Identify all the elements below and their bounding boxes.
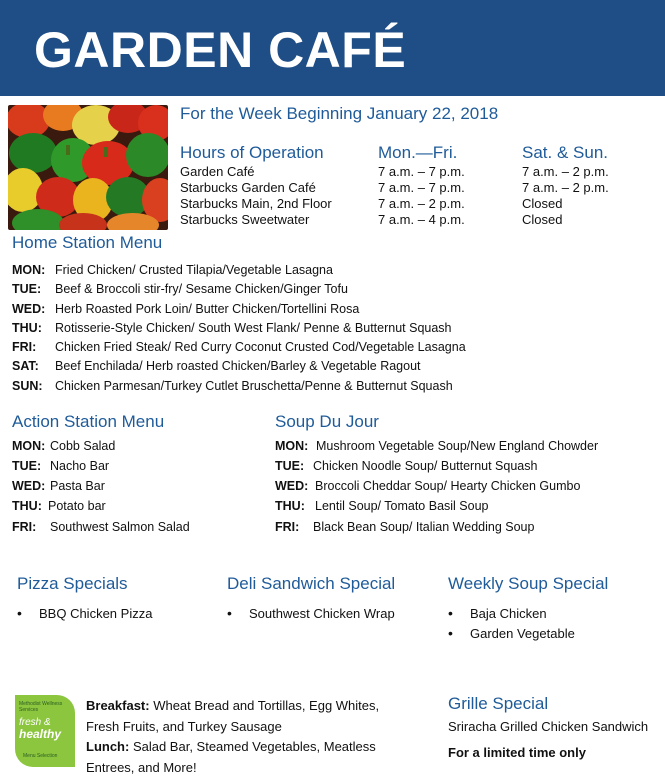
day-label: MON: <box>12 439 46 453</box>
day-label: SUN: <box>12 379 43 393</box>
hours-row-weekday: 7 a.m. – 7 p.m. <box>378 180 465 195</box>
day-label: TUE: <box>12 282 42 296</box>
home-station-row <box>12 340 466 354</box>
soup-row <box>275 459 537 473</box>
lunch-text: Salad Bar, Steamed Vegetables, Meatless <box>129 739 376 754</box>
menu-text: Southwest Salmon Salad <box>50 520 190 534</box>
day-label: THU: <box>12 499 42 513</box>
fresh-healthy-logo <box>15 695 75 767</box>
menu-text: Mushroom Vegetable Soup/New England Chowder <box>316 439 599 453</box>
soup-du-jour-heading: Soup Du Jour <box>275 412 379 431</box>
breakfast-label: Breakfast: <box>86 698 150 713</box>
hours-row-weekend: 7 a.m. – 2 p.m. <box>522 164 609 179</box>
weekly-soup-list <box>448 606 575 646</box>
lunch-line: Entrees, and More! <box>86 760 197 775</box>
day-label: WED: <box>12 479 46 493</box>
action-station-row <box>12 499 106 513</box>
breakfast-line: Fresh Fruits, and Turkey Sausage <box>86 719 282 734</box>
peppers-photo <box>8 105 168 230</box>
home-station-heading: Home Station Menu <box>12 233 163 252</box>
pizza-heading: Pizza Specials <box>17 574 128 593</box>
hours-col-weekend: Sat. & Sun. <box>522 143 608 162</box>
hours-row-name: Starbucks Sweetwater <box>180 212 310 227</box>
pizza-list <box>17 606 152 626</box>
menu-text: Chicken Noodle Soup/ Butternut Squash <box>313 459 538 473</box>
list-item: • BBQ Chicken Pizza <box>17 606 152 626</box>
menu-text: Pasta Bar <box>50 479 105 493</box>
day-label: MON: <box>275 439 309 453</box>
week-label: For the Week Beginning January 22, 2018 <box>180 104 499 123</box>
soup-row <box>275 479 580 493</box>
hours-row-name: Starbucks Main, 2nd Floor <box>180 196 332 211</box>
hours-row-weekday: 7 a.m. – 2 p.m. <box>378 196 465 211</box>
menu-text: Beef Enchilada/ Herb roasted Chicken/Barley & Vegetable Ragout <box>55 359 421 373</box>
action-station-row <box>12 520 190 534</box>
menu-text: Chicken Fried Steak/ Red Curry Coconut Crusted Cod/Vegetable Lasagna <box>55 340 466 354</box>
logo-fresh: fresh & <box>19 717 51 728</box>
soup-row <box>275 439 598 453</box>
day-label: FRI: <box>275 520 300 534</box>
home-station-row <box>12 302 359 316</box>
logo-org: Methodist Wellness Services <box>19 701 63 713</box>
list-item: • Garden Vegetable <box>448 626 575 646</box>
list-item: • Baja Chicken <box>448 606 575 626</box>
hours-row-name: Garden Café <box>180 164 255 179</box>
home-station-row <box>12 359 421 373</box>
menu-text: Fried Chicken/ Crusted Tilapia/Vegetable Lasagna <box>55 263 333 277</box>
lunch-label: Lunch: <box>86 739 130 754</box>
soup-row <box>275 499 489 513</box>
action-station-row <box>12 439 115 453</box>
action-station-heading: Action Station Menu <box>12 412 165 431</box>
list-item: • Southwest Chicken Wrap <box>227 606 395 626</box>
logo-sub: Menu Selection <box>23 753 58 759</box>
page-title: GARDEN CAFÉ <box>34 22 407 78</box>
hours-row-weekend: Closed <box>522 196 563 211</box>
hours-row-weekend: Closed <box>522 212 563 227</box>
day-label: WED: <box>275 479 309 493</box>
grille-heading: Grille Special <box>448 694 549 713</box>
home-station-row <box>12 379 453 393</box>
hours-col-weekday: Mon.—Fri. <box>378 143 458 162</box>
home-station-row <box>12 263 333 277</box>
lunch-line <box>86 739 376 754</box>
hours-row-weekday: 7 a.m. – 4 p.m. <box>378 212 465 227</box>
day-label: WED: <box>12 302 46 316</box>
menu-text: Broccoli Cheddar Soup/ Hearty Chicken Gumbo <box>315 479 581 493</box>
hours-heading: Hours of Operation <box>180 143 324 162</box>
menu-text: Beef & Broccoli stir-fry/ Sesame Chicken/Ginger Tofu <box>55 282 348 296</box>
day-label: SAT: <box>12 359 39 373</box>
day-label: THU: <box>12 321 42 335</box>
day-label: TUE: <box>275 459 305 473</box>
menu-text: Potato bar <box>48 499 106 513</box>
day-label: FRI: <box>12 520 37 534</box>
breakfast-text: Wheat Bread and Tortillas, Egg Whites, <box>149 698 380 713</box>
menu-text: Herb Roasted Pork Loin/ Butter Chicken/Tortellini Rosa <box>55 302 360 316</box>
hours-row-name: Starbucks Garden Café <box>180 180 316 195</box>
home-station-row <box>12 282 348 296</box>
action-station-row <box>12 479 105 493</box>
menu-text: Nacho Bar <box>50 459 110 473</box>
menu-text: Cobb Salad <box>50 439 116 453</box>
hours-row-weekday: 7 a.m. – 7 p.m. <box>378 164 465 179</box>
logo-healthy: healthy <box>19 727 62 741</box>
breakfast-line <box>86 698 379 713</box>
deli-list <box>227 606 395 626</box>
home-station-row <box>12 321 452 335</box>
day-label: TUE: <box>12 459 42 473</box>
menu-text: Black Bean Soup/ Italian Wedding Soup <box>313 520 535 534</box>
day-label: THU: <box>275 499 305 513</box>
action-station-row <box>12 459 109 473</box>
header-banner <box>0 0 665 96</box>
grille-note: For a limited time only <box>448 745 586 760</box>
menu-text: Chicken Parmesan/Turkey Cutlet Bruschetta/Penne & Butternut Squash <box>55 379 453 393</box>
weekly-soup-heading: Weekly Soup Special <box>448 574 609 593</box>
hours-row-weekend: 7 a.m. – 2 p.m. <box>522 180 609 195</box>
menu-text: Rotisserie-Style Chicken/ South West Flank/ Penne & Butternut Squash <box>55 321 452 335</box>
day-label: FRI: <box>12 340 37 354</box>
deli-heading: Deli Sandwich Special <box>227 574 396 593</box>
grille-item: Sriracha Grilled Chicken Sandwich <box>448 719 649 734</box>
menu-text: Lentil Soup/ Tomato Basil Soup <box>315 499 489 513</box>
soup-row <box>275 520 534 534</box>
day-label: MON: <box>12 263 46 277</box>
